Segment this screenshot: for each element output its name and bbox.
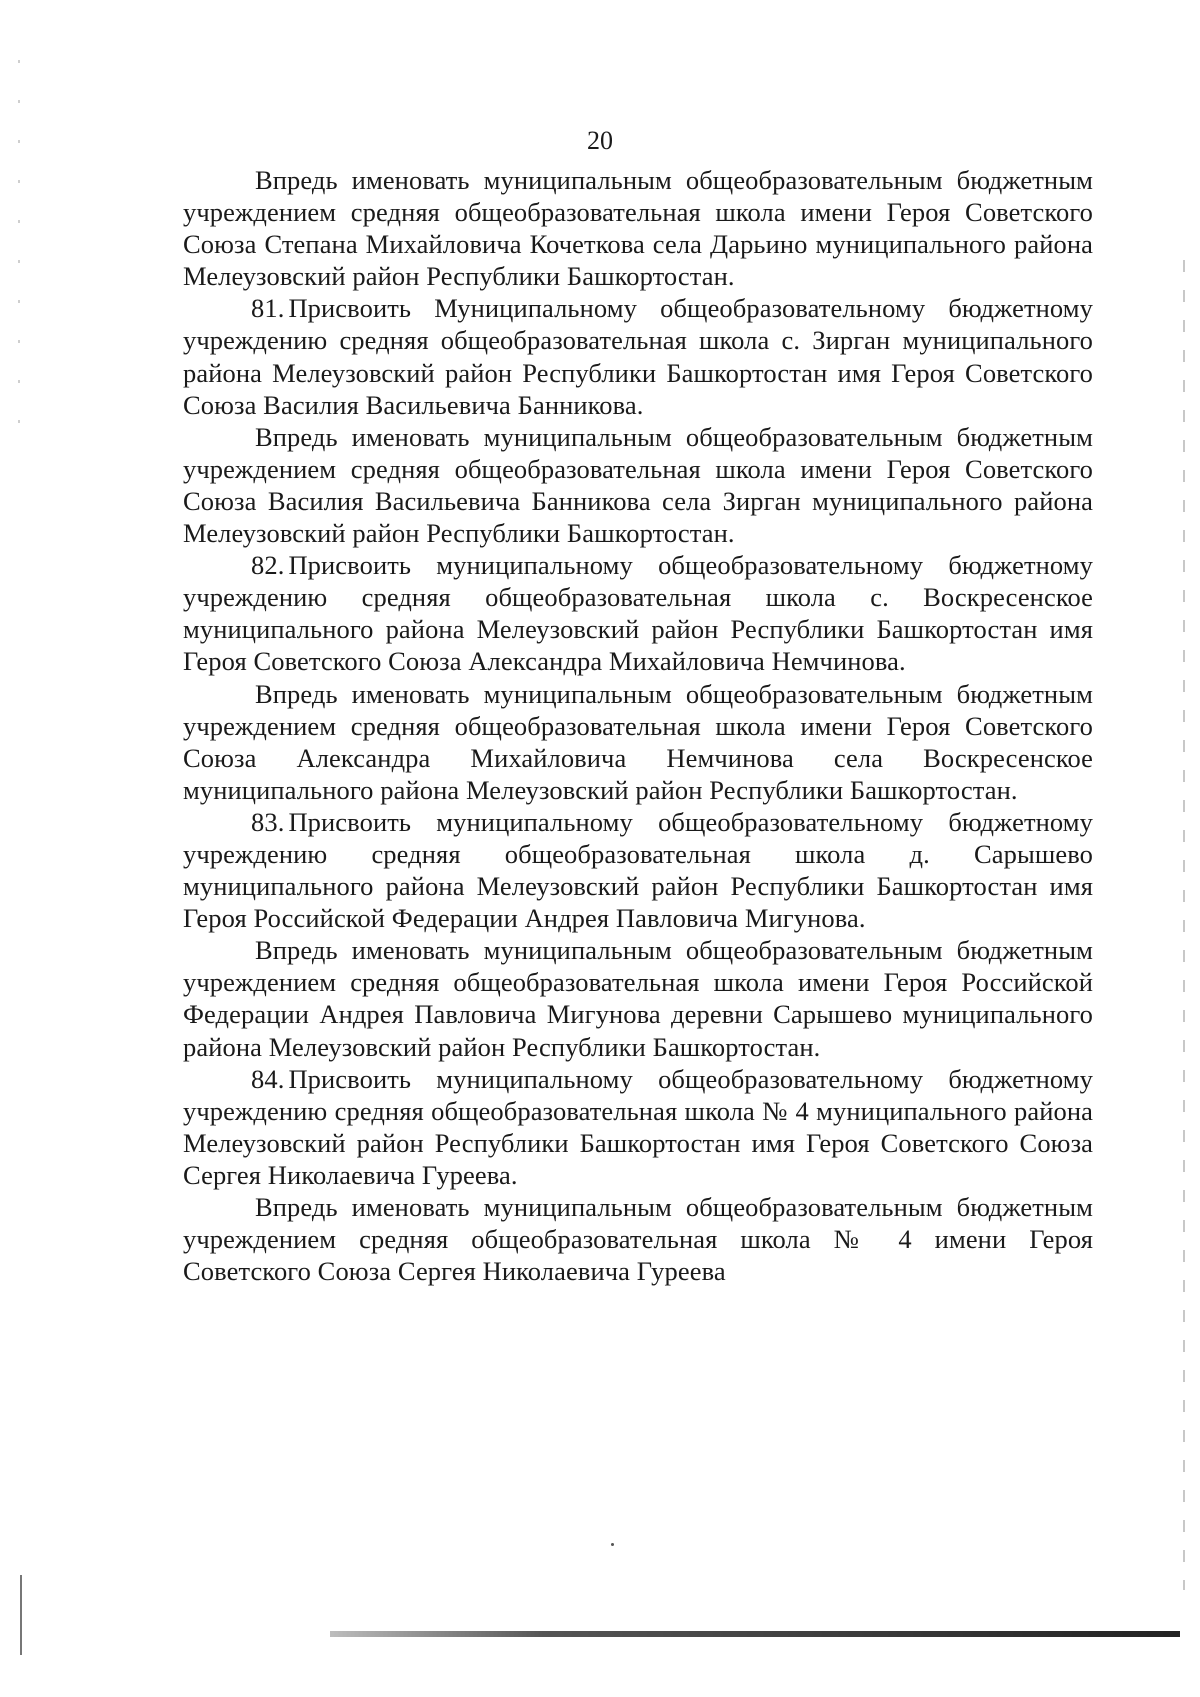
paragraph-rename-darino — [183, 164, 1093, 292]
paragraph-text: Впредь именовать муниципальным общеобразовательным бюджетным учреждением средняя общеобразовательная школа имени Героя Советского Союза Степана Михайловича Кочеткова села Дарьино муниципального района Мелеузовский район Республики Башкортостан. — [183, 165, 1093, 292]
paragraph-text: Впредь именовать муниципальным общеобразовательным бюджетным учреждением средняя общеобразовательная школа имени Героя Советского Союза Василия Васильевича Банникова села Зирган муниципального района Мелеузовский район Республики Башкортостан. — [183, 421, 1093, 549]
paragraph-81 — [183, 292, 1093, 420]
page-number: 20 — [587, 126, 613, 155]
scan-edge-line — [20, 1575, 22, 1655]
scan-edge-shadow — [1183, 260, 1185, 1590]
scan-edge-marks — [18, 60, 20, 460]
paragraph-rename-school-4 — [183, 1191, 1093, 1287]
paragraph-text: Впредь именовать муниципальным общеобразовательным бюджетным учреждением средняя общеобразовательная школа имени Героя Советского Союза Александра Михайловича Немчинова села Воскресенское муниципального района Мелеузовский район Республики Башкортостан. — [183, 678, 1093, 805]
paragraph-text: Присвоить муниципальному общеобразовательному бюджетному учреждению средняя общеобразовательная школа д. Сарышево муниципального района Мелеузовский район Республики Башкортостан имя Героя Российской Федерации Андрея Павловича Мигунова. — [183, 806, 1093, 934]
scan-bottom-shadow — [330, 1631, 1180, 1637]
paragraph-number: 83. — [251, 806, 285, 837]
paragraph-text: Впредь именовать муниципальным общеобразовательным бюджетным учреждением средняя общеобразовательная школа № 4 имени Героя Советского Союза Сергея Николаевича Гуреева — [183, 1192, 1093, 1287]
paragraph-text: Присвоить муниципальному общеобразовательному бюджетному учреждению средняя общеобразовательная школа № 4 муниципального района Мелеузовский район Республики Башкортостан имя Героя Советского Союза Сергея Николаевича Гуреева. — [183, 1063, 1093, 1190]
paragraph-number: 82. — [251, 550, 285, 581]
paragraph-83 — [183, 806, 1093, 934]
paragraph-text: Присвоить Муниципальному общеобразовательному бюджетному учреждению средняя общеобразовательная школа с. Зирган муниципального района Мелеузовский район Республики Башкортостан имя Героя Советского Союза Василия Васильевича Банникова. — [183, 293, 1093, 420]
paragraph-rename-zirgan — [183, 421, 1093, 549]
paragraph-rename-saryshevo — [183, 934, 1093, 1062]
paragraph-number: 81. — [251, 293, 285, 324]
document-body — [183, 164, 1093, 1287]
scan-speck — [611, 1543, 614, 1546]
paragraph-text: Присвоить муниципальному общеобразовательному бюджетному учреждению средняя общеобразовательная школа с. Воскресенское муниципального района Мелеузовский район Республики Башкортостан имя Героя Советского Союза Александра Михайловича Немчинова. — [183, 550, 1093, 677]
paragraph-text: Впредь именовать муниципальным общеобразовательным бюджетным учреждением средняя общеобразовательная школа имени Героя Российской Федерации Андрея Павловича Мигунова деревни Сарышево муниципального района Мелеузовский район Республики Башкортостан. — [183, 935, 1093, 1062]
paragraph-84 — [183, 1063, 1093, 1191]
paragraph-82 — [183, 549, 1093, 677]
paragraph-number: 84. — [251, 1063, 285, 1094]
paragraph-rename-voskresenskoe — [183, 678, 1093, 806]
